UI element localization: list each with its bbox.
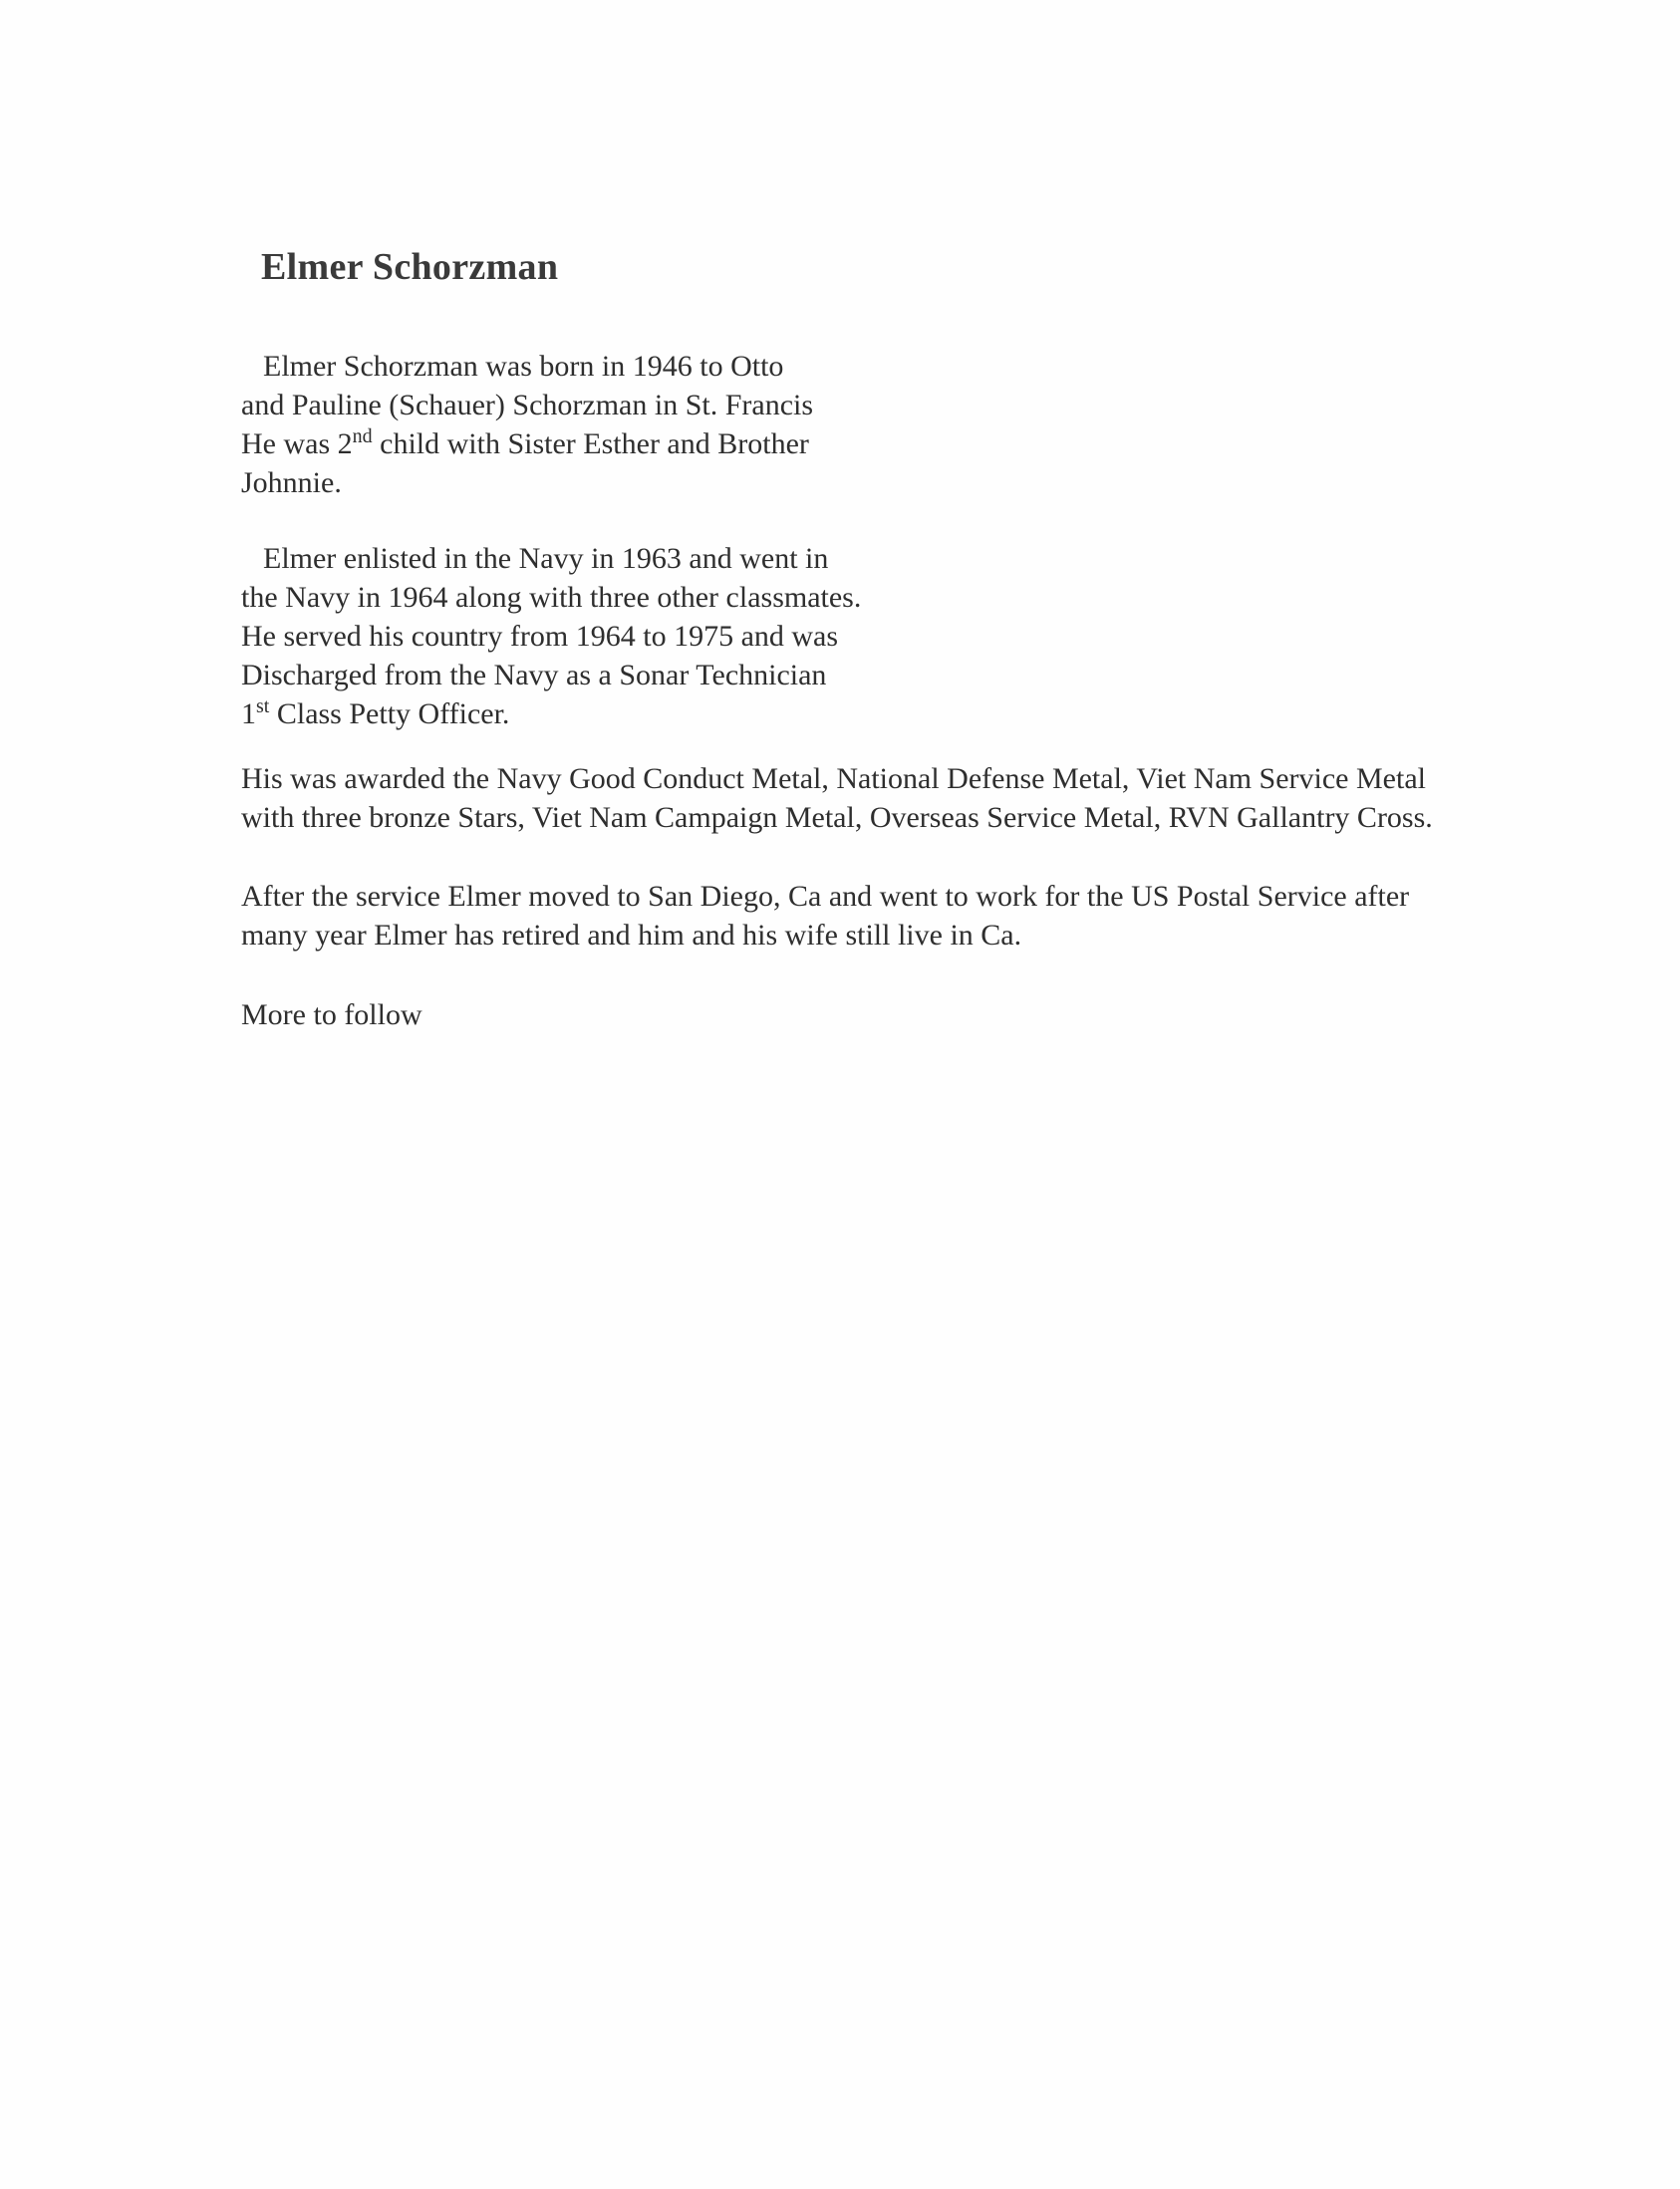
- text-run: He was 2: [241, 427, 353, 460]
- paragraph-line: He served his country from 1964 to 1975 and was: [241, 620, 839, 653]
- paragraph-after-service: [241, 877, 1409, 955]
- text-run: 1: [241, 697, 256, 730]
- paragraph-more-to-follow: [241, 995, 422, 1034]
- paragraph-line: Elmer enlisted in the Navy in 1963 and went in: [263, 542, 829, 575]
- paragraph-line: His was awarded the Navy Good Conduct Metal, National Defense Metal, Viet Nam Service Metal: [241, 762, 1426, 795]
- paragraph-line: [241, 694, 861, 733]
- ordinal-suffix: st: [256, 695, 270, 717]
- paragraph-line: After the service Elmer moved to San Diego, Ca and went to work for the US Postal Service after: [241, 880, 1410, 913]
- paragraph-navy-service: [241, 539, 861, 733]
- paragraph-line: and Pauline (Schauer) Schorzman in St. Francis: [241, 389, 814, 421]
- paragraph-line: the Navy in 1964 along with three other classmates.: [241, 581, 862, 614]
- paragraph-line: Discharged from the Navy as a Sonar Technician: [241, 659, 827, 691]
- paragraph-line: [241, 424, 813, 463]
- ordinal-suffix: nd: [352, 425, 373, 447]
- paragraph-awards: [241, 759, 1433, 837]
- text-run: Class Petty Officer.: [269, 697, 510, 730]
- paragraph-line: More to follow: [241, 998, 422, 1031]
- paragraph-line: Johnnie.: [241, 466, 342, 499]
- page-title: Elmer Schorzman: [261, 246, 559, 288]
- paragraph-line: with three bronze Stars, Viet Nam Campaign Metal, Overseas Service Metal, RVN Gallantry Cross.: [241, 801, 1433, 834]
- paragraph-line: Elmer Schorzman was born in 1946 to Otto: [263, 350, 784, 383]
- text-run: child with Sister Esther and Brother: [372, 427, 809, 460]
- paragraph-birth: [241, 347, 813, 502]
- paragraph-line: many year Elmer has retired and him and his wife still live in Ca.: [241, 919, 1022, 952]
